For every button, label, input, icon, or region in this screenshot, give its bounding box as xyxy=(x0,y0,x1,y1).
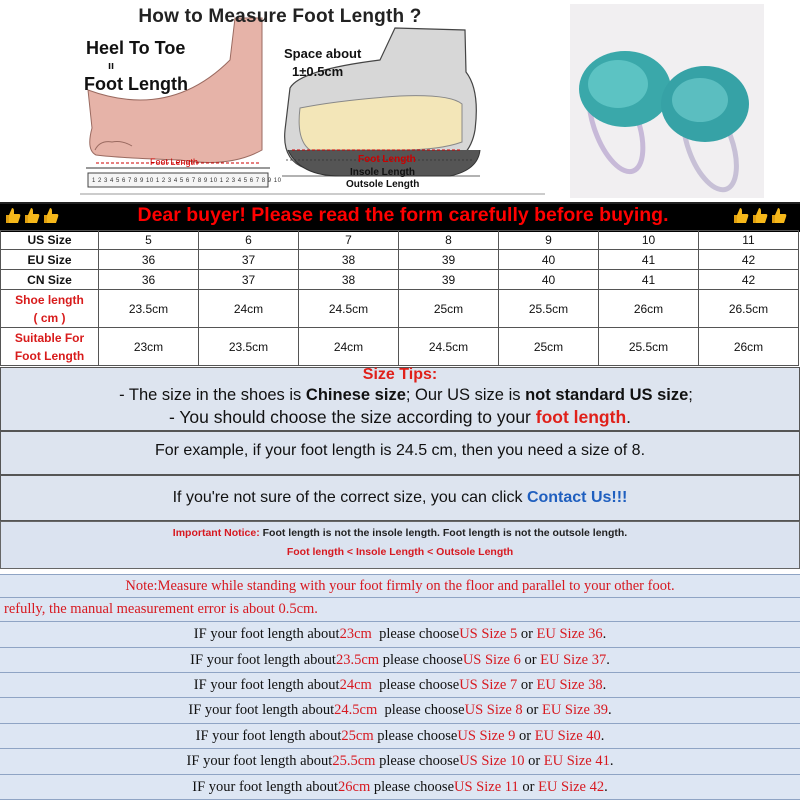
choice-row xyxy=(0,749,800,775)
table-cell: 24.5cm xyxy=(399,328,499,366)
table-cell: 24cm xyxy=(199,290,299,328)
choice-eu-size: EU Size 42 xyxy=(538,779,605,795)
tips-text: . xyxy=(626,407,632,427)
product-photo xyxy=(570,4,764,198)
table-row-suitable-foot-length xyxy=(1,328,799,366)
table-cell: 10 xyxy=(599,231,699,250)
banner-text: Dear buyer! Please read the form carefully before buying. xyxy=(137,204,669,226)
table-cell: 40 xyxy=(499,250,599,270)
choice-prefix: IF your foot length about xyxy=(188,702,335,718)
table-cell: 26cm xyxy=(699,328,799,366)
space-tolerance-label: 1±0.5cm xyxy=(292,64,344,79)
choice-us-size: US Size 6 xyxy=(462,652,521,668)
choice-text xyxy=(0,702,800,719)
choice-or: or xyxy=(526,702,539,718)
choice-prefix: IF your foot length about xyxy=(192,779,339,795)
choice-prefix: IF your foot length about xyxy=(193,626,340,642)
choice-please: please choose xyxy=(379,677,460,693)
size-tips-line-2 xyxy=(0,407,800,428)
choice-length: 23cm xyxy=(339,626,372,642)
choice-please: please choose xyxy=(379,626,460,642)
table-cell: 6 xyxy=(199,231,299,250)
note-row xyxy=(0,598,800,622)
heel-to-toe-label: Heel To Toe xyxy=(86,38,186,58)
table-cell: 36 xyxy=(99,270,199,290)
choice-us-size: US Size 5 xyxy=(459,626,518,642)
tips-text: - The size in the shoes is xyxy=(119,386,306,404)
choice-text xyxy=(0,626,800,643)
choice-us-size: US Size 9 xyxy=(457,728,516,744)
tips-emphasis: Chinese size xyxy=(305,386,406,404)
table-cell: 5 xyxy=(99,231,199,250)
example-text: For example, if your foot length is 24.5 cm, then you need a size of 8. xyxy=(154,442,646,459)
choice-or: or xyxy=(524,652,537,668)
table-row-cn-size xyxy=(1,270,799,290)
choice-prefix: IF your foot length about xyxy=(190,652,336,668)
ruler-numbers: 1 2 3 4 5 6 7 8 9 10 1 2 3 4 5 6 7 8 9 10 1 2 3 4 5 6 7 8 9 10 xyxy=(92,178,282,184)
table-cell: 26cm xyxy=(599,290,699,328)
table-row-eu-size xyxy=(1,250,799,270)
row-header-line: Shoe length xyxy=(15,292,84,307)
choice-period: . xyxy=(600,728,605,744)
size-tips-heading: Size Tips: xyxy=(362,366,438,383)
choice-eu-size: EU Size 37 xyxy=(540,652,607,668)
tips-emphasis: foot length xyxy=(535,407,627,427)
table-cell: 41 xyxy=(599,270,699,290)
tips-text: ; xyxy=(688,386,693,404)
choice-row xyxy=(0,648,800,673)
table-cell: 11 xyxy=(699,231,799,250)
row-header-line: ( cm ) xyxy=(33,310,66,325)
table-cell: 38 xyxy=(299,250,399,270)
thumbs-up-icon xyxy=(25,207,40,224)
shoe-outsole-length-label: Outsole Length xyxy=(346,179,420,190)
measure-title: How to Measure Foot Length ? xyxy=(138,6,422,27)
contact-us-link[interactable]: Contact Us!!! xyxy=(526,489,628,506)
table-cell: 25cm xyxy=(399,290,499,328)
size-tips-line-1 xyxy=(6,386,800,405)
choice-or: or xyxy=(528,753,541,769)
shoe-foot-length-label: Foot Length xyxy=(358,154,416,165)
choice-eu-size: EU Size 36 xyxy=(536,626,603,642)
measure-illustration xyxy=(0,0,800,202)
choice-prefix: IF your foot length about xyxy=(195,728,342,744)
thumbs-up-icon xyxy=(6,207,21,224)
table-cell: 36 xyxy=(99,250,199,270)
table-cell: 37 xyxy=(199,270,299,290)
notice-label: Important Notice: xyxy=(172,527,263,539)
choice-eu-size: EU Size 38 xyxy=(536,677,603,693)
choice-period: . xyxy=(606,652,610,668)
tips-text: - You should choose the size according to your xyxy=(168,407,536,427)
choice-length: 25cm xyxy=(341,728,374,744)
choice-please: please choose xyxy=(382,652,463,668)
table-cell: 24cm xyxy=(299,328,399,366)
row-header xyxy=(1,328,99,366)
notice-text: Foot length is not the insole length. Foot length is not the outsole length. xyxy=(262,527,628,539)
choice-period: . xyxy=(609,753,614,769)
row-header-line: Foot Length xyxy=(14,348,85,363)
thumbs-up-icon xyxy=(734,207,749,224)
choice-period: . xyxy=(602,626,607,642)
table-cell: 23cm xyxy=(99,328,199,366)
important-notice-line xyxy=(0,527,800,539)
table-cell: 25cm xyxy=(499,328,599,366)
table-cell: 9 xyxy=(499,231,599,250)
table-cell: 23.5cm xyxy=(99,290,199,328)
choice-us-size: US Size 8 xyxy=(464,702,523,718)
table-row-us-size xyxy=(1,231,799,250)
table-cell: 25.5cm xyxy=(499,290,599,328)
choice-text xyxy=(0,728,800,745)
thumbs-up-icon xyxy=(753,207,768,224)
table-cell: 42 xyxy=(699,250,799,270)
row-header: US Size xyxy=(1,231,99,250)
choice-length: 24cm xyxy=(339,677,372,693)
size-chart-table xyxy=(0,230,799,366)
fur-slides-image xyxy=(570,4,764,198)
equals-label: ıı xyxy=(108,60,115,72)
space-about-label: Space about xyxy=(284,46,362,61)
table-cell: 23.5cm xyxy=(199,328,299,366)
thumbs-up-icon xyxy=(772,207,787,224)
choice-eu-size: EU Size 41 xyxy=(543,753,610,769)
notice-order: Foot length < Insole Length < Outsole Length xyxy=(286,546,514,558)
row-header: EU Size xyxy=(1,250,99,270)
choice-row xyxy=(0,724,800,749)
shoe-insole-length-label: Insole Length xyxy=(350,167,415,178)
choice-text xyxy=(0,779,800,796)
contact-line xyxy=(0,489,800,507)
table-cell: 26.5cm xyxy=(699,290,799,328)
choice-prefix: IF your foot length about xyxy=(186,753,333,769)
foot-length-label: Foot Length xyxy=(84,74,188,94)
choice-row xyxy=(0,673,800,698)
choice-us-size: US Size 7 xyxy=(459,677,518,693)
choice-length: 26cm xyxy=(338,779,371,795)
choice-period: . xyxy=(602,677,607,693)
note-measure-text: Note:Measure while standing with your foot firmly on the floor and parallel to your other foot. xyxy=(125,578,675,594)
foot-and-shoe-drawing xyxy=(0,0,560,202)
row-header: CN Size xyxy=(1,270,99,290)
choice-please: please choose xyxy=(377,728,458,744)
choice-or: or xyxy=(519,728,532,744)
choice-please: please choose xyxy=(379,753,460,769)
choice-eu-size: EU Size 40 xyxy=(534,728,601,744)
table-cell: 40 xyxy=(499,270,599,290)
choice-or: or xyxy=(520,677,533,693)
choice-row xyxy=(0,775,800,800)
choice-or: or xyxy=(520,626,533,642)
table-cell: 42 xyxy=(699,270,799,290)
table-cell: 25.5cm xyxy=(599,328,699,366)
choice-text xyxy=(0,677,800,694)
tips-emphasis: not standard US size xyxy=(525,386,689,404)
note-row xyxy=(0,574,800,598)
table-cell: 39 xyxy=(399,250,499,270)
choice-or: or xyxy=(522,779,535,795)
choice-period: . xyxy=(604,779,608,795)
foot-length-arrow-label: Foot Length xyxy=(150,157,199,167)
choice-eu-size: EU Size 39 xyxy=(541,702,609,718)
choice-us-size: US Size 11 xyxy=(454,779,519,795)
table-row-shoe-length xyxy=(1,290,799,328)
table-cell: 39 xyxy=(399,270,499,290)
contact-text: If you're not sure of the correct size, you can click xyxy=(172,489,527,506)
choice-row xyxy=(0,622,800,648)
choice-length: 25.5cm xyxy=(332,753,376,769)
table-cell: 7 xyxy=(299,231,399,250)
table-cell: 37 xyxy=(199,250,299,270)
table-cell: 8 xyxy=(399,231,499,250)
table-cell: 38 xyxy=(299,270,399,290)
choice-prefix: IF your foot length about xyxy=(193,677,340,693)
choice-row xyxy=(0,698,800,724)
choice-length: 24.5cm xyxy=(334,702,378,718)
choice-text xyxy=(0,652,800,669)
thumbs-up-icon xyxy=(44,207,59,224)
choice-us-size: US Size 10 xyxy=(459,753,525,769)
choice-please: please choose xyxy=(384,702,465,718)
table-cell: 41 xyxy=(599,250,699,270)
note-error-text: refully, the manual measurement error is about 0.5cm. xyxy=(4,601,318,617)
tips-text: ; Our US size is xyxy=(405,386,526,404)
choice-please: please choose xyxy=(373,779,455,795)
table-cell: 24.5cm xyxy=(299,290,399,328)
choice-text xyxy=(0,753,800,770)
choice-length: 23.5cm xyxy=(335,652,380,668)
row-header-line: Suitable For xyxy=(14,330,85,345)
choice-period: . xyxy=(608,702,612,718)
row-header xyxy=(1,290,99,328)
